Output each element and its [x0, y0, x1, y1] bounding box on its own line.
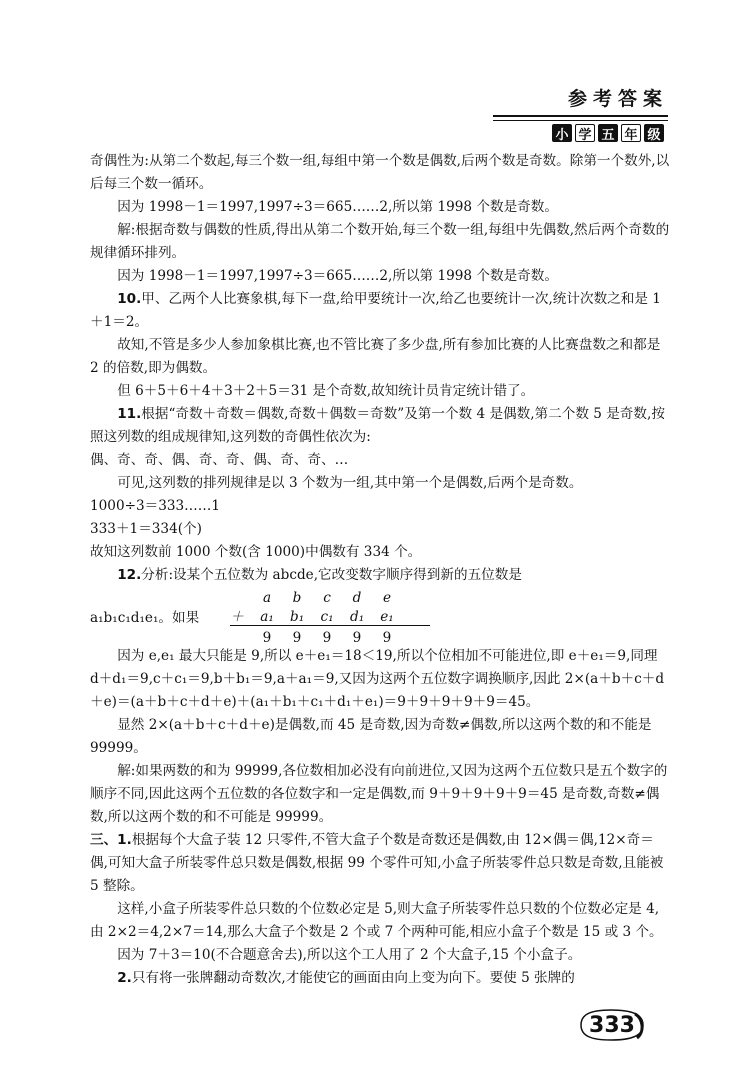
paragraph: 奇偶性为:从第二个数起,每三个数一组,每组中第一个数是偶数,后两个数是奇数。除第一个数外,以后每三个数一循环。	[90, 153, 670, 192]
vertical-addition	[90, 587, 670, 645]
paragraph: 解:根据奇数与偶数的性质,得出从第二个数开始,每三个数一组,每组中先偶数,然后两个奇数的规律循环排列。	[90, 222, 670, 261]
digit: b	[292, 590, 302, 606]
digit: 9	[292, 630, 302, 646]
paragraph: 根据“奇数＋奇数＝偶数,奇数＋偶数＝奇数”及第一个数 4 是偶数,第二个数 5 是奇数,按照这列数的组成规律知,这列数的奇偶性依次为:	[90, 406, 665, 445]
sum-lead: a₁b₁c₁d₁e₁。如果	[90, 610, 200, 626]
question-number: 11.	[117, 406, 142, 422]
grade-char: 五	[598, 124, 618, 142]
paragraph: 分析:设某个五位数为 abcde,它改变数字顺序得到新的五位数是	[141, 567, 522, 583]
plus-sign: ＋	[230, 609, 244, 625]
digit: d	[352, 590, 362, 606]
paragraph: 根据每个大盒子装 12 只零件,不管大盒子个数是奇数还是偶数,由 12×偶＝偶,12×奇＝偶,可知大盒子所装零件总只数是偶数,根据 99 个零件可知,小盒子所装零件总只数是奇数,且能被 5 整除。	[90, 832, 664, 894]
paragraph: 因为 e,e₁ 最大只能是 9,所以 e＋e₁＝18＜19,所以个位相加不可能进位,即 e＋e₁＝9,同理 d＋d₁＝9,c＋c₁＝9,b＋b₁＝9,a＋a₁＝9,又因为这两个五位数字调换顺序,因此 2×(a＋b＋c＋d＋e)＝(a＋b＋c＋d＋e)＋(a₁＋b₁＋c₁＋d₁＋e₁)＝9＋9＋9＋9＋9＝45。	[90, 648, 665, 710]
question-number: 10.	[117, 291, 142, 307]
digit: a₁	[260, 609, 274, 625]
paragraph: 故知,不管是多少人参加象棋比赛,也不管比赛了多少盘,所有参加比赛的人比赛盘数之和都是 2 的倍数,即为偶数。	[90, 337, 661, 376]
paragraph: 这样,小盒子所装零件总只数的个位数必定是 5,则大盒子所装零件总只数的个位数必定是 4,由 2×2＝4,2×7＝14,那么大盒子个数是 2 个或 7 个两种可能,相应小盒子个数是 15 或 3 个。	[90, 901, 663, 940]
paragraph: 但 6＋5＋6＋4＋3＋2＋5＝31 是个奇数,故知统计员肯定统计错了。	[117, 383, 535, 399]
question-10	[90, 288, 670, 334]
grade-char: 学	[575, 124, 595, 142]
grade-label	[552, 124, 664, 142]
question-11	[90, 403, 670, 449]
question-number: 三、1.	[90, 832, 132, 848]
digit: e	[382, 590, 392, 606]
question-12	[90, 564, 670, 587]
digit: 9	[262, 630, 272, 646]
parity-sequence: 偶、奇、奇、偶、奇、奇、偶、奇、奇、…	[90, 452, 349, 468]
answer-text	[90, 150, 670, 990]
equation: 333＋1＝334(个)	[90, 521, 202, 537]
paragraph: 因为 1998－1＝1997,1997÷3＝665……2,所以第 1998 个数是奇数。	[117, 268, 558, 284]
question-number: 12.	[117, 567, 142, 583]
digit: c₁	[320, 609, 334, 625]
header-rule	[493, 115, 668, 117]
page-header	[468, 84, 668, 142]
digit: e₁	[380, 609, 394, 625]
paragraph: 因为 7＋3＝10(不合题意舍去),所以这个工人用了 2 个大盒子,15 个小盒子。	[117, 947, 582, 963]
section-3-q1	[90, 829, 670, 898]
question-number: 2.	[117, 970, 132, 986]
paragraph: 因为 1998－1＝1997,1997÷3＝665……2,所以第 1998 个数是奇数。	[117, 199, 558, 215]
grade-char: 年	[621, 124, 641, 142]
header-rule-thin	[493, 120, 668, 121]
paragraph: 解:如果两数的和为 99999,各位数相加必没有向前进位,又因为这两个五位数只是五个数字的顺序不同,因此这两个五位数的各位数字和一定是偶数,而 9＋9＋9＋9＋9＝45 是奇数,奇数≠偶数,所以这两个数的和不可能是 99999。	[90, 763, 668, 825]
paragraph: 只有将一张牌翻动奇数次,才能使它的画面由向上变为向下。要使 5 张牌的	[131, 970, 575, 986]
digit: 9	[382, 630, 392, 646]
equation: 1000÷3＝333……1	[90, 498, 221, 514]
page-number	[577, 1008, 647, 1042]
paragraph: 显然 2×(a＋b＋c＋d＋e)是偶数,而 45 是奇数,因为奇数≠偶数,所以这两个数的和不能是 99999。	[90, 717, 652, 756]
digit: b₁	[290, 609, 305, 625]
paragraph: 可见,这列数的排列规律是以 3 个数为一组,其中第一个是偶数,后两个是奇数。	[117, 475, 583, 491]
question-2	[90, 967, 670, 990]
sum-result	[230, 625, 430, 646]
grade-char: 级	[644, 124, 664, 142]
paragraph: 故知这列数前 1000 个数(含 1000)中偶数有 334 个。	[90, 544, 422, 560]
digit: 9	[322, 630, 332, 646]
sum-row-1	[230, 587, 430, 606]
paragraph: 甲、乙两个人比赛象棋,每下一盘,给甲要统计一次,给乙也要统计一次,统计次数之和是 1＋1＝2。	[90, 291, 661, 330]
header-title: 参考答案	[567, 88, 668, 110]
digit: a	[262, 590, 272, 606]
digit: d₁	[350, 609, 365, 625]
grade-char: 小	[552, 124, 572, 142]
digit: c	[323, 590, 331, 606]
page-number-text: 333	[589, 1012, 635, 1038]
digit: 9	[352, 630, 362, 646]
sum-row-2	[230, 606, 430, 625]
sum-grid	[230, 587, 430, 646]
